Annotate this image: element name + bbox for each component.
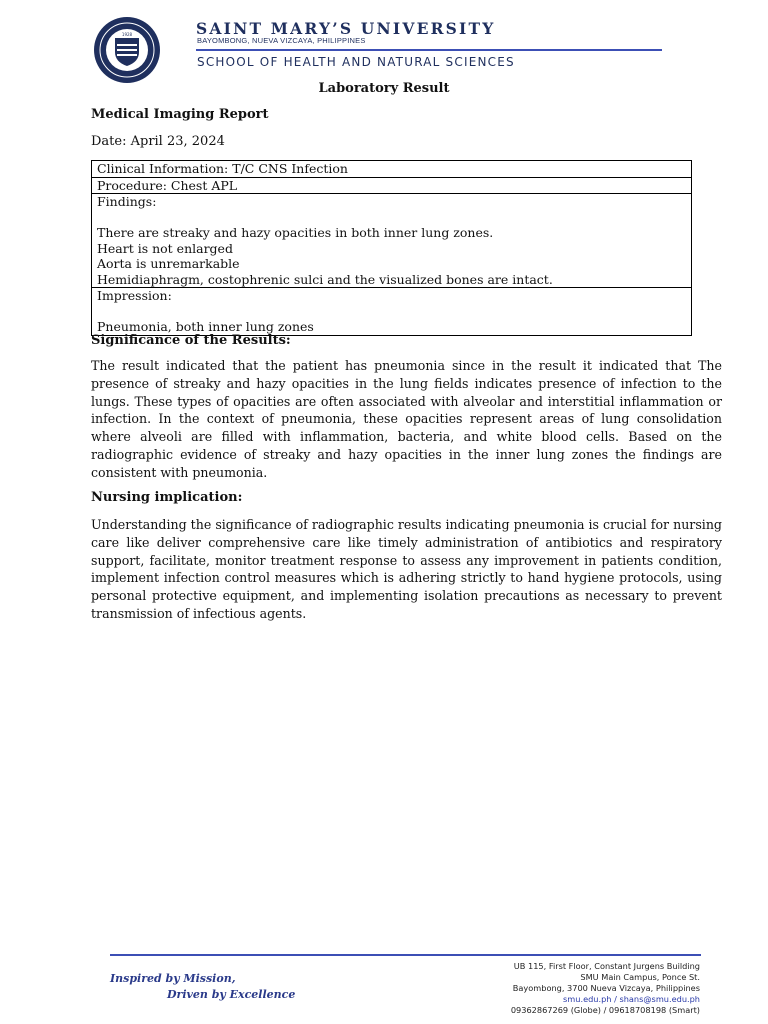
header-divider [196, 49, 662, 51]
motto-line-2: Driven by Excellence [167, 988, 296, 1001]
footer-divider [110, 954, 701, 956]
nursing-implication-paragraph: Understanding the significance of radiographic results indicating pneumonia is crucial for nursing care like deliver comprehensive care like timely administration of antibiotics and respiratory support, facilitate, monitor treatment response to assess any improvement in patients condition, implement infection control measures which is adhering strictly to hand hygiene protocols, using personal protective equipment, and implementing isolation precautions as necessary to prevent transmission of infectious agents. [91, 517, 722, 621]
table-row [92, 194, 692, 288]
table-row [92, 161, 692, 178]
address-line: SMU Main Campus, Ponce St. [580, 972, 700, 982]
finding-item: Aorta is unremarkable [97, 256, 240, 271]
address-line: Bayombong, 3700 Nueva Vizcaya, Philippines [512, 983, 700, 993]
impression-text: Pneumonia, both inner lung zones [97, 319, 314, 334]
findings-cell [92, 194, 692, 288]
university-name: SAINT MARY’S UNIVERSITY [196, 19, 496, 38]
findings-label: Findings: [97, 194, 157, 209]
finding-item: There are streaky and hazy opacities in both inner lung zones. [97, 225, 494, 240]
finding-item: Heart is not enlarged [97, 240, 233, 256]
footer-contact [511, 961, 700, 1016]
significance-paragraph: The result indicated that the patient has pneumonia since in the result it indicated that The presence of streaky and hazy opacities in the lung fields indicates presence of infection to the lungs. These types of opacities are often associated with alveolar and interstitial inflammation or infection. In the context of pneumonia, these opacities represent areas of lung consolidation where alveoli are filled with inflammation, bacteria, and white blood cells. Based on the radiographic evidence of streaky and hazy opacities in the inner lung zones the findings are consistent with pneumonia. [91, 358, 722, 480]
logo-year: 1928 [121, 32, 133, 37]
table-row [92, 177, 692, 194]
university-seal-logo [93, 16, 161, 84]
school-name: SCHOOL OF HEALTH AND NATURAL SCIENCES [197, 55, 515, 69]
motto-line-1: Inspired by Mission, [110, 972, 236, 985]
impression-cell [92, 288, 692, 336]
website-email: smu.edu.ph / shans@smu.edu.ph [563, 994, 700, 1004]
procedure: Procedure: Chest APL [92, 177, 692, 194]
university-location: BAYOMBONG, NUEVA VIZCAYA, PHILIPPINES [197, 36, 366, 45]
report-title: Medical Imaging Report [91, 107, 269, 122]
impression-label: Impression: [97, 288, 172, 303]
document-title: Laboratory Result [318, 81, 450, 96]
finding-item: Hemidiaphragm, costophrenic sulci and the visualized bones are intact. [97, 271, 553, 287]
phone-numbers: 09362867269 (Globe) / 09618708198 (Smart) [510, 1005, 700, 1015]
address-line: UB 115, First Floor, Constant Jurgens Building [513, 961, 700, 971]
imaging-result-table [91, 160, 692, 336]
table-row [92, 288, 692, 336]
report-date: Date: April 23, 2024 [91, 134, 225, 149]
clinical-information: Clinical Information: T/C CNS Infection [92, 161, 692, 178]
significance-heading: Significance of the Results: [91, 333, 291, 348]
nursing-implication-heading: Nursing implication: [91, 490, 243, 505]
